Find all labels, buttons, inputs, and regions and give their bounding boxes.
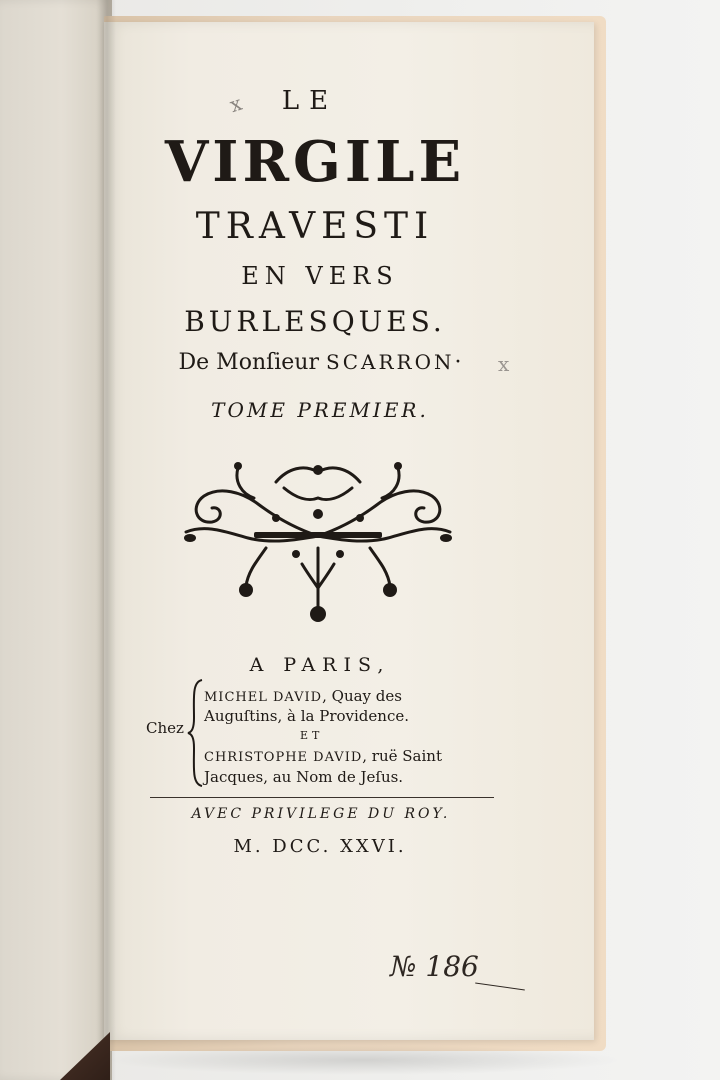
volume-label: TOME PREMIER. [211, 398, 429, 422]
pencil-mark: x [226, 90, 245, 118]
gutter-shadow [96, 0, 116, 1080]
imprint-publisher-2 [204, 747, 442, 765]
publisher-2-address-b: Jacques, au Nom de Jeſus. [204, 768, 404, 786]
title-main: VIRGILE [164, 129, 466, 195]
book-shadow [104, 1045, 624, 1075]
printers-ornament [176, 458, 460, 628]
imprint-city: A PARIS, [249, 654, 391, 676]
imprint-et: ET [300, 729, 324, 742]
title-article: LE [281, 86, 339, 116]
title-burlesques: BURLESQUES. [184, 305, 446, 338]
imprint-publisher-1 [204, 687, 402, 705]
imprint-year: M. DCC. XXVI. [233, 836, 407, 857]
royal-privilege: AVEC PRIVILEGE DU ROY. [191, 806, 451, 822]
brace-glyph [186, 678, 206, 788]
author-prefix: De Monſieur [178, 350, 319, 375]
pencil-mark: x [498, 352, 510, 376]
publisher-1-name: MICHEL DAVID [204, 690, 323, 705]
author-name: SCARRON [326, 350, 455, 374]
imprint-chez: Chez [146, 719, 184, 737]
title-subtitle: TRAVESTI [195, 206, 435, 247]
imprint-rule [150, 797, 494, 798]
author-dot: · [454, 350, 462, 375]
author-line [140, 350, 500, 375]
publisher-2-address-a: , ruë Saint [362, 747, 442, 765]
publisher-1-address-b: Auguſtins, à la Providence. [204, 707, 409, 725]
handwritten-shelf-number: № 186 [390, 950, 479, 983]
publisher-1-address-a: , Quay des [322, 687, 402, 705]
publisher-2-name: CHRISTOPHE DAVID [204, 750, 363, 765]
title-en-vers: EN VERS [241, 262, 399, 290]
